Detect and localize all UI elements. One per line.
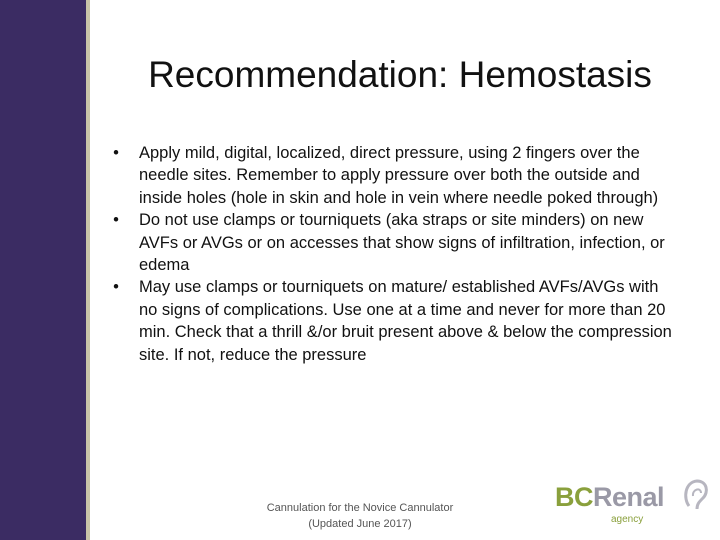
- bullet-marker: •: [113, 144, 119, 162]
- bullet-text: Do not use clamps or tourniquets (aka straps or site minders) on new AVFs or AVGs or on accesses that show signs of infiltration, infection, or edema: [139, 211, 665, 275]
- logo-renal-text: Renal: [593, 482, 665, 512]
- logo-bc-text: BC: [555, 482, 593, 512]
- slide-title: Recommendation: Hemostasis: [148, 54, 652, 95]
- footer-line-1: Cannulation for the Novice Cannulator: [266, 502, 454, 514]
- bullet-item: [110, 276, 680, 366]
- bullet-item: [110, 209, 680, 276]
- bc-renal-logo: [555, 474, 715, 530]
- bullet-text: May use clamps or tourniquets on mature/ established AVFs/AVGs with no signs of complications. Use one at a time and never for more than 20 min. Check that a thrill &/or bruit present above & below the compression site. If not, reduce the pressure: [139, 278, 672, 364]
- bullet-list: [110, 142, 680, 366]
- footer-line-2: (Updated June 2017): [308, 518, 412, 530]
- bullet-text: Apply mild, digital, localized, direct pressure, using 2 fingers over the needle sites. Remember to apply pressure over both the outside and inside holes (hole in skin and hole in vein where needle poked through): [139, 144, 659, 207]
- bullet-marker: •: [113, 278, 119, 297]
- slide-footer: [250, 500, 470, 532]
- bullet-item: [110, 142, 680, 209]
- ear-icon: [681, 476, 711, 516]
- logo-wordmark: [555, 482, 664, 513]
- sidebar-band: [0, 0, 86, 540]
- logo-subtitle: agency: [611, 514, 644, 525]
- bullet-marker: •: [113, 211, 119, 230]
